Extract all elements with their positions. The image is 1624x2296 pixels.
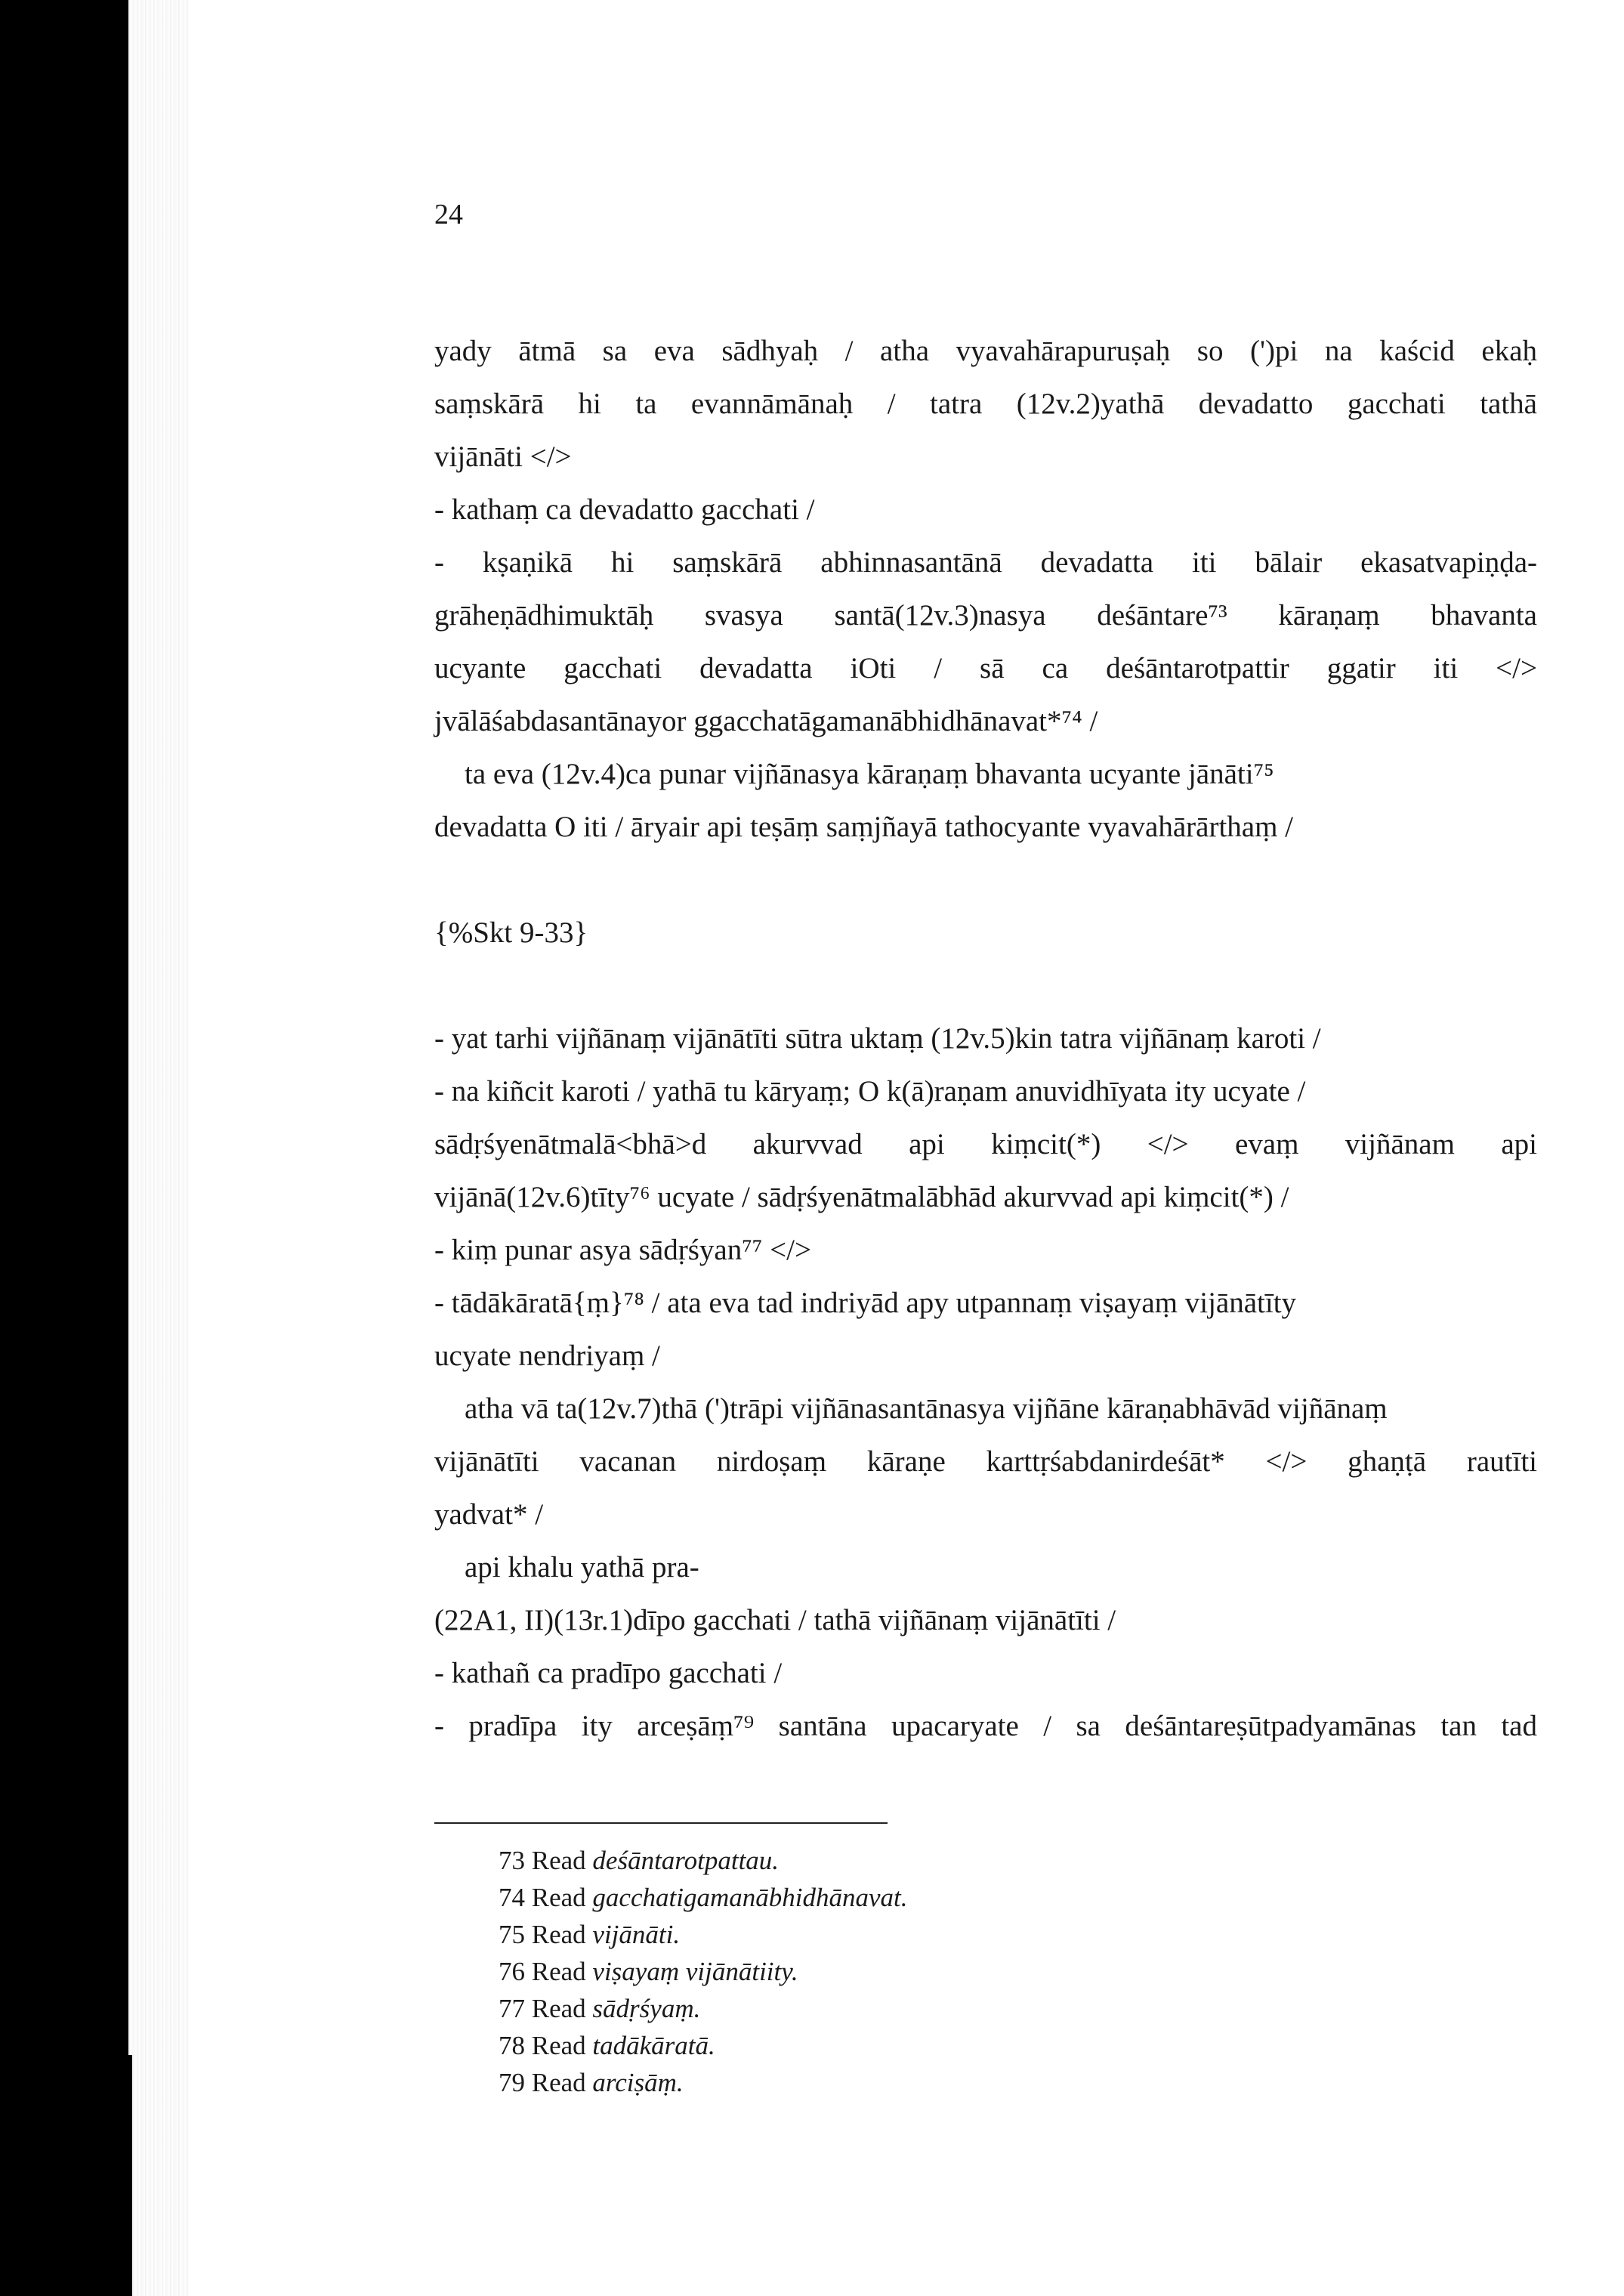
footnote-item: [499, 1842, 907, 1879]
footnote-label: 79 Read: [499, 2068, 586, 2097]
main-text: [434, 325, 1537, 1753]
text-line: saṃskārā hi ta evannāmānaḥ / tatra (12v.2)yathā devadatto gacchati tathā: [434, 388, 1537, 420]
footnote-label: 74 Read: [499, 1883, 586, 1912]
text-line: - kathañ ca pradīpo gacchati /: [434, 1657, 783, 1689]
scan-margin-edge: [128, 0, 189, 2296]
footnote-label: 78 Read: [499, 2031, 586, 2060]
page-number: 24: [434, 199, 463, 230]
text-line: vijānāti </>: [434, 440, 572, 473]
footnote-item: [499, 1916, 907, 1953]
text-line: ucyante gacchati devadatta iOti / sā ca deśāntarotpattir ggatir iti </>: [434, 652, 1537, 684]
footnote-reading: viṣayaṃ vijānātiity.: [592, 1957, 798, 1986]
footnote-item: [499, 1953, 907, 1990]
footnote-label: 77 Read: [499, 1994, 586, 2023]
text-line: (22A1, II)(13r.1)dīpo gacchati / tathā vijñānaṃ vijānātīti /: [434, 1604, 1116, 1636]
text-line: - na kiñcit karoti / yathā tu kāryaṃ; O k(ā)raṇam anuvidhīyata ity ucyate /: [434, 1075, 1306, 1108]
text-line: - kiṃ punar asya sādṛśyan⁷⁷ </>: [434, 1234, 811, 1266]
text-line: - yat tarhi vijñānaṃ vijānātīti sūtra uktaṃ (12v.5)kin tatra vijñānaṃ karoti /: [434, 1022, 1321, 1055]
footnote-reading: deśāntarotpattau.: [592, 1846, 780, 1875]
footnote-reading: arciṣāṃ.: [592, 2068, 684, 2097]
text-line: yadvat* /: [434, 1498, 544, 1531]
text-line: sādṛśyenātmalā<bhā>d akurvvad api kiṃcit(*) </> evaṃ vijñānam api: [434, 1128, 1537, 1160]
footnote-reading: vijānāti.: [592, 1920, 681, 1949]
footnotes: [499, 1842, 907, 2101]
footnote-item: [499, 2027, 907, 2064]
text-line: grāheṇādhimuktāḥ svasya santā(12v.3)nasya deśāntare⁷³ kāraṇaṃ bhavanta: [434, 599, 1537, 632]
footnote-item: [499, 1879, 907, 1916]
footnote-reading: tadākāratā.: [592, 2031, 715, 2060]
text-line: {%Skt 9-33}: [434, 916, 588, 949]
text-line: api khalu yathā pra-: [465, 1551, 699, 1584]
footnote-label: 73 Read: [499, 1846, 586, 1875]
footnote-reading: gacchatigamanābhidhānavat.: [592, 1883, 908, 1912]
text-line: ucyate nendriyaṃ /: [434, 1340, 660, 1372]
text-line: yady ātmā sa eva sādhyaḥ / atha vyavahārapuruṣaḥ so (')pi na kaścid ekaḥ: [434, 335, 1537, 367]
text-line: ta eva (12v.4)ca punar vijñānasya kāraṇaṃ bhavanta ucyante jānāti⁷⁵: [465, 758, 1274, 790]
text-line: - tādākāratā{ṃ}⁷⁸ / ata eva tad indriyād apy utpannaṃ viṣayaṃ vijānātīty: [434, 1287, 1297, 1319]
footnote-item: [499, 2064, 907, 2101]
text-line: atha vā ta(12v.7)thā (')trāpi vijñānasantānasya vijñāne kāraṇabhāvād vijñānaṃ: [465, 1392, 1388, 1425]
scan-margin-notch: [0, 2055, 132, 2296]
footnote-item: [499, 1990, 907, 2027]
footnote-divider: [434, 1822, 888, 1824]
footnote-label: 76 Read: [499, 1957, 586, 1986]
scan-margin-shadow: [0, 0, 128, 2296]
text-line: vijānātīti vacanan nirdoṣaṃ kāraṇe karttṛśabdanirdeśāt* </> ghaṇṭā rautīti: [434, 1445, 1537, 1478]
text-line: - kṣaṇikā hi saṃskārā abhinnasantānā devadatta iti bālair ekasatvapiṇḍa-: [434, 546, 1537, 579]
blank-line: [434, 854, 1537, 907]
text-line: - kathaṃ ca devadatto gacchati /: [434, 493, 815, 526]
footnote-label: 75 Read: [499, 1920, 586, 1949]
text-line: vijānā(12v.6)tīty⁷⁶ ucyate / sādṛśyenātmalābhād akurvvad api kiṃcit(*) /: [434, 1181, 1289, 1213]
footnote-reading: sādṛśyaṃ.: [592, 1994, 701, 2023]
blank-line: [434, 959, 1537, 1012]
text-line: - pradīpa ity arceṣāṃ⁷⁹ santāna upacaryate / sa deśāntareṣūtpadyamānas tan tad: [434, 1710, 1537, 1742]
text-line: devadatta O iti / āryair api teṣāṃ saṃjñayā tathocyante vyavahārārthaṃ /: [434, 811, 1294, 843]
text-line: jvālāśabdasantānayor ggacchatāgamanābhidhānavat*⁷⁴ /: [434, 705, 1098, 737]
